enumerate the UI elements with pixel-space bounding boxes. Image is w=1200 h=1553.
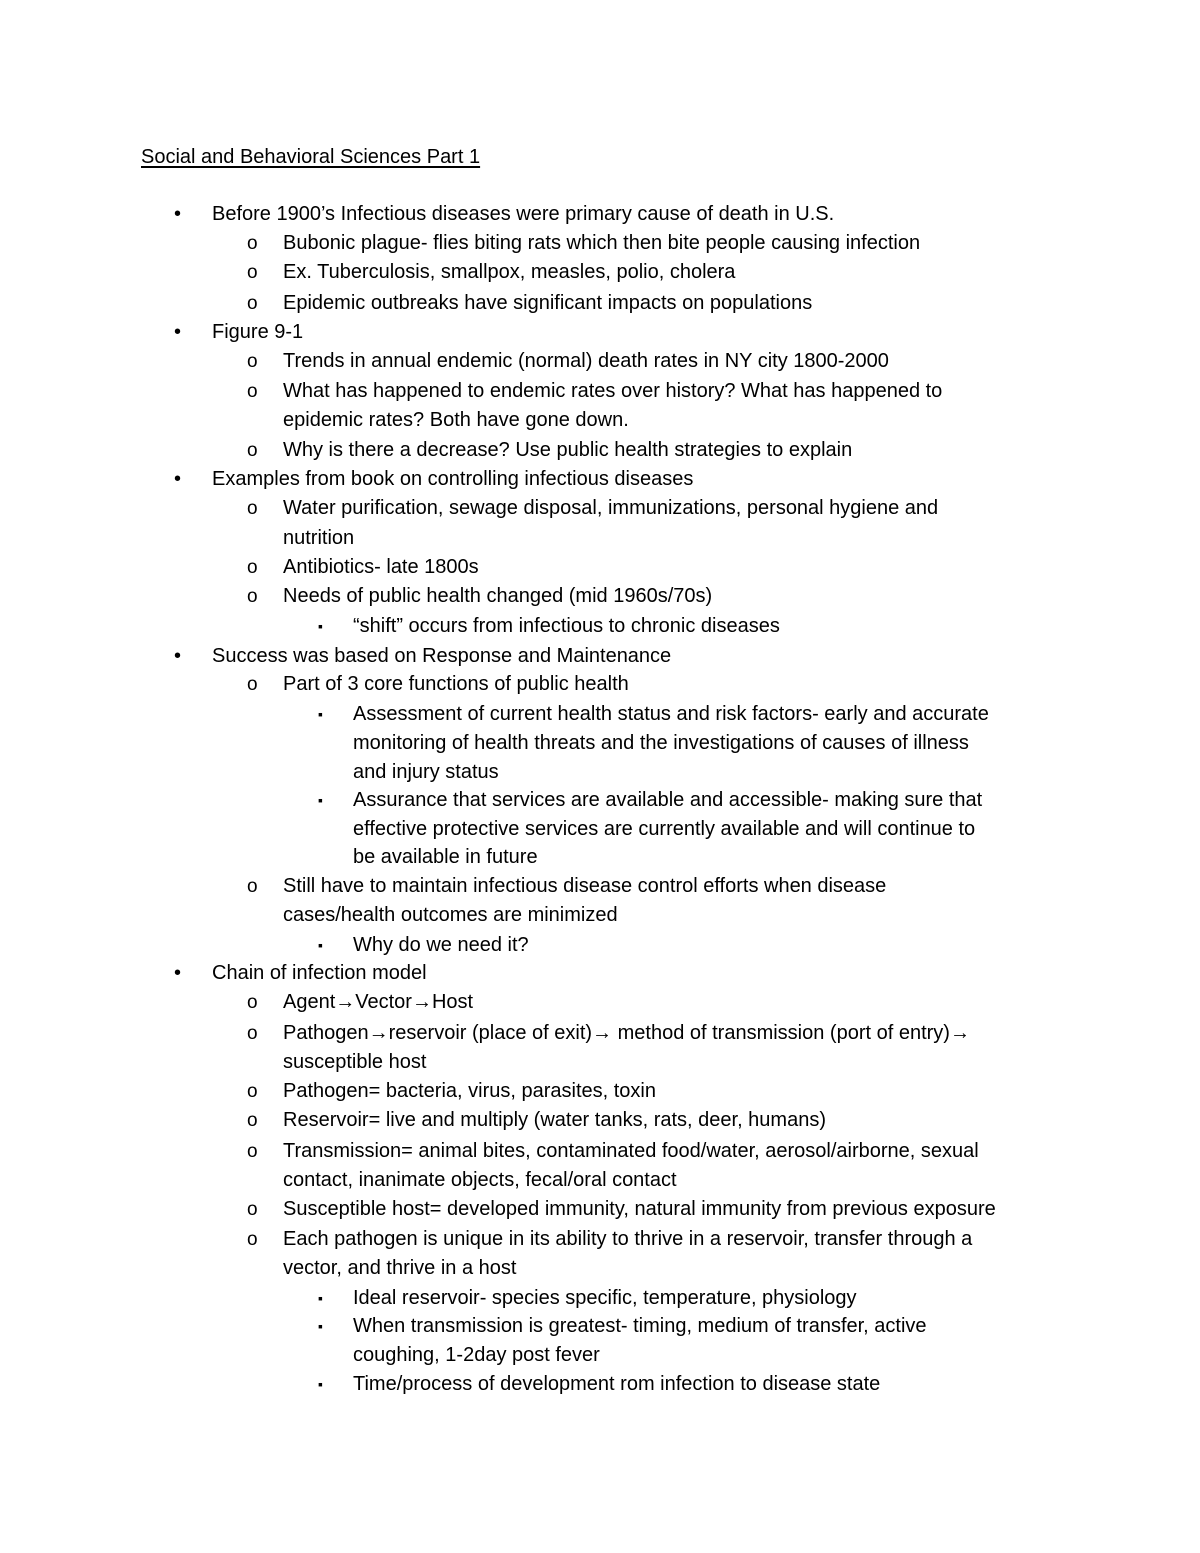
arrow-icon: → [411,991,432,1013]
list-item-level3-continuation: and injury status [353,761,499,783]
list-item-level2: Part of 3 core functions of public health [283,673,629,695]
subsub-bullet-marker: ▪ [318,792,323,808]
arrow-icon: → [368,1022,389,1044]
sub-bullet-marker: o [247,262,258,283]
list-item-level2-continuation: epidemic rates? Both have gone down. [283,409,629,431]
chain-host: Host [431,991,474,1013]
subsub-bullet-marker: ▪ [318,1376,323,1392]
subsub-bullet-marker: ▪ [318,1290,323,1306]
list-item-level1: Figure 9-1 [212,321,304,343]
subsub-bullet-marker: ▪ [318,706,323,722]
list-item-level2-continuation: susceptible host [283,1051,427,1073]
list-item-level2: Transmission= animal bites, contaminated food/water, aerosol/airborne, sexual [283,1140,979,1162]
arrow-icon: → [949,1022,970,1044]
list-item-level2: Epidemic outbreaks have significant impacts on populations [283,292,813,314]
list-item-level3: Assurance that services are available and accessible- making sure that [353,789,983,811]
bullet-marker: • [174,468,182,490]
sub-bullet-marker: o [247,1229,258,1250]
chain-vector: Vector [355,991,412,1013]
list-item-level2: Each pathogen is unique in its ability to thrive in a reservoir, transfer through a [283,1228,973,1250]
list-item-level2: What has happened to endemic rates over history? What has happened to [283,380,943,402]
list-item-level2: Bubonic plague- flies biting rats which then bite people causing infection [283,232,921,254]
sub-bullet-marker: o [247,674,258,695]
sub-bullet-marker: o [247,498,258,519]
subsub-bullet-marker: ▪ [318,618,323,634]
bullet-marker: • [174,645,182,667]
list-item-level3: Time/process of development rom infection to disease state [353,1373,881,1395]
sub-bullet-marker: o [247,586,258,607]
sub-bullet-marker: o [247,381,258,402]
list-item-level3-continuation: effective protective services are currently available and will continue to [353,818,976,840]
chain-transmission: method of transmission (port of entry) [612,1022,950,1044]
list-item-level2: Water purification, sewage disposal, immunizations, personal hygiene and [283,497,939,519]
list-item-level2: Still have to maintain infectious disease control efforts when disease [283,875,887,897]
list-item-level2-continuation: cases/health outcomes are minimized [283,904,618,926]
bullet-marker: • [174,962,182,984]
subsub-bullet-marker: ▪ [318,937,323,953]
arrow-icon: → [335,991,356,1013]
sub-bullet-marker: o [247,992,258,1013]
list-item-level2-continuation: nutrition [283,527,355,549]
chain-agent: Agent [283,991,336,1013]
list-item-level2: Trends in annual endemic (normal) death rates in NY city 1800-2000 [283,350,889,372]
sub-bullet-marker: o [247,293,258,314]
list-item-level2: Pathogen= bacteria, virus, parasites, toxin [283,1080,656,1102]
sub-bullet-marker: o [247,233,258,254]
list-item-level2: Antibiotics- late 1800s [283,556,479,578]
sub-bullet-marker: o [247,1023,258,1044]
document-title: Social and Behavioral Sciences Part 1 [141,146,481,168]
sub-bullet-marker: o [247,1110,258,1131]
sub-bullet-marker: o [247,1199,258,1220]
list-item-level3: Why do we need it? [353,934,529,956]
list-item-level2: Reservoir= live and multiply (water tanks, rats, deer, humans) [283,1109,826,1131]
list-item-level2-continuation: vector, and thrive in a host [283,1257,517,1279]
chain-reservoir: reservoir (place of exit) [388,1022,593,1044]
bullet-marker: • [174,321,182,343]
list-item-level2-continuation: contact, inanimate objects, fecal/oral contact [283,1169,677,1191]
sub-bullet-marker: o [247,351,258,372]
sub-bullet-marker: o [247,1141,258,1162]
list-item-level3: When transmission is greatest- timing, medium of transfer, active [353,1315,927,1337]
chain-pathogen: Pathogen [283,1022,369,1044]
list-item-level2: Why is there a decrease? Use public health strategies to explain [283,439,853,461]
sub-bullet-marker: o [247,1081,258,1102]
list-item-level2: Susceptible host= developed immunity, natural immunity from previous exposure [283,1198,996,1220]
list-item-level1: Before 1900’s Infectious diseases were primary cause of death in U.S. [212,203,835,225]
list-item-level3-continuation: monitoring of health threats and the investigations of causes of illness [353,732,969,754]
list-item-level3-continuation: be available in future [353,846,538,868]
list-item-level1: Success was based on Response and Maintenance [212,645,672,667]
sub-bullet-marker: o [247,557,258,578]
bullet-marker: • [174,203,182,225]
sub-bullet-marker: o [247,440,258,461]
list-item-level2-chain [283,988,473,1017]
list-item-level1: Chain of infection model [212,962,427,984]
list-item-level3-continuation: coughing, 1-2day post fever [353,1344,600,1366]
list-item-level2: Ex. Tuberculosis, smallpox, measles, polio, cholera [283,261,736,283]
list-item-level2: Needs of public health changed (mid 1960s/70s) [283,585,713,607]
list-item-level2-chain [283,1019,970,1048]
list-item-level3: “shift” occurs from infectious to chronic diseases [353,615,780,637]
list-item-level3: Ideal reservoir- species specific, temperature, physiology [353,1287,857,1309]
sub-bullet-marker: o [247,876,258,897]
arrow-icon: → [592,1022,613,1044]
list-item-level3: Assessment of current health status and risk factors- early and accurate [353,703,989,725]
list-item-level1: Examples from book on controlling infectious diseases [212,468,694,490]
subsub-bullet-marker: ▪ [318,1318,323,1334]
